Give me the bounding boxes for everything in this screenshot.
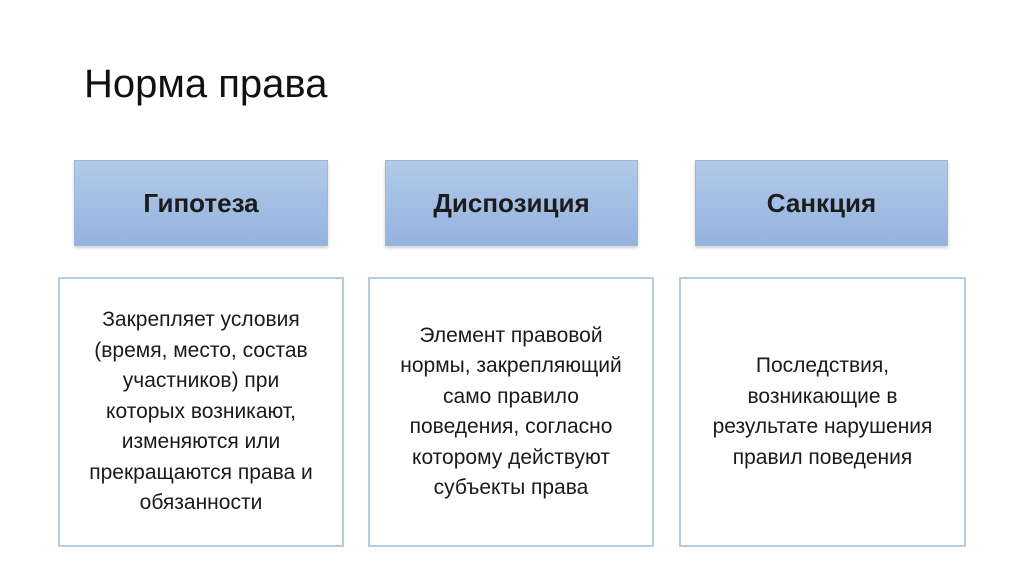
sanction-header <box>695 160 948 246</box>
hypothesis-description-box <box>58 277 344 547</box>
disposition-header <box>385 160 638 246</box>
disposition-header-label: Диспозиция <box>433 187 590 218</box>
disposition-description-box <box>368 277 654 547</box>
sanction-description: Последствия, возникающие в результате нарушения правил поведения <box>712 354 933 469</box>
hypothesis-header <box>74 160 328 246</box>
page-title: Норма права <box>84 62 328 106</box>
hypothesis-description: Закрепляет условия (время, место, состав участников) при которых возникают, изменяются или прекращаются права и обязанности <box>89 308 313 515</box>
hypothesis-header-label: Гипотеза <box>143 187 259 218</box>
sanction-header-label: Санкция <box>766 187 877 218</box>
disposition-description: Элемент правовой нормы, закрепляющий само правило поведения, согласно которому действуют субъекты права <box>400 323 622 499</box>
sanction-description-box <box>679 277 966 547</box>
